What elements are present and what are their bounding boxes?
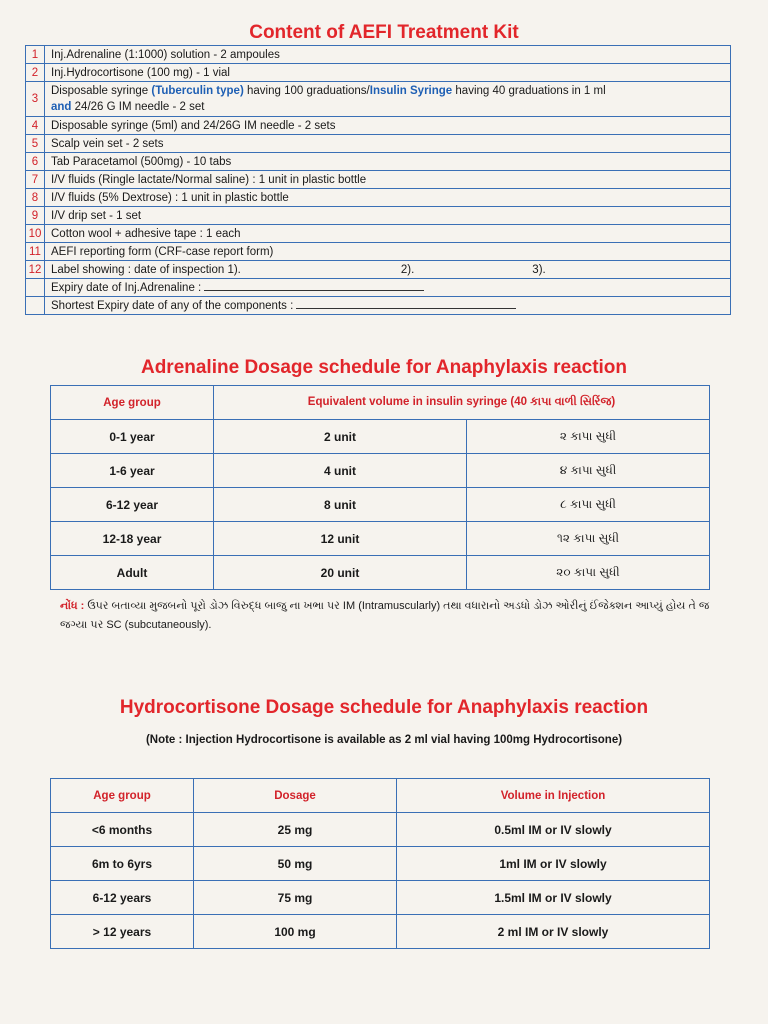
kit-row-text: Scalp vein set - 2 sets bbox=[45, 135, 731, 153]
volume-cell: 1.5ml IM or IV slowly bbox=[397, 881, 710, 915]
unit-cell: 4 unit bbox=[214, 454, 467, 488]
gujarati-cell: ૨ કાપા સુધી bbox=[467, 420, 710, 454]
inspection-date-3-label: 3). bbox=[532, 263, 546, 276]
kit-row bbox=[26, 46, 731, 64]
hydrocortisone-header-row bbox=[51, 779, 710, 813]
kit-row-text: Cotton wool + adhesive tape : 1 each bbox=[45, 225, 731, 243]
kit-row-text: AEFI reporting form (CRF-case report form) bbox=[45, 243, 731, 261]
kit-row-number: 4 bbox=[26, 117, 45, 135]
kit-row-text: Disposable syringe (5ml) and 24/26G IM needle - 2 sets bbox=[45, 117, 731, 135]
kit-row-number: 11 bbox=[26, 243, 45, 261]
kit-row-number-empty bbox=[26, 297, 45, 315]
tuberculin-type-highlight: (Tuberculin type) bbox=[151, 85, 244, 97]
kit-title: Content of AEFI Treatment Kit bbox=[249, 22, 519, 43]
insulin-syringe-highlight: Insulin Syringe bbox=[369, 85, 453, 97]
expiry-adrenaline-label: Expiry date of Inj.Adrenaline : bbox=[51, 281, 202, 294]
kit-row-text: I/V drip set - 1 set bbox=[45, 207, 731, 225]
adrenaline-col-volume: Equivalent volume in insulin syringe (40 કાપા વાળી સિરિંજ) bbox=[214, 386, 710, 420]
kit-row-text: Inj.Hydrocortisone (100 mg) - 1 vial bbox=[45, 64, 731, 82]
kit-row-number: 7 bbox=[26, 171, 45, 189]
kit-row bbox=[26, 64, 731, 82]
table-row bbox=[51, 488, 710, 522]
kit-row-text bbox=[45, 261, 731, 279]
age-cell: Adult bbox=[51, 556, 214, 590]
hydrocortisone-col-dosage: Dosage bbox=[194, 779, 397, 813]
unit-cell: 12 unit bbox=[214, 522, 467, 556]
age-cell: 12-18 year bbox=[51, 522, 214, 556]
table-row bbox=[51, 915, 710, 949]
age-cell: <6 months bbox=[51, 813, 194, 847]
age-cell: 1-6 year bbox=[51, 454, 214, 488]
hydrocortisone-note: (Note : Injection Hydrocortisone is available as 2 ml vial having 100mg Hydrocortisone) bbox=[145, 734, 623, 746]
kit-row-number: 3 bbox=[26, 82, 45, 117]
kit-row bbox=[26, 135, 731, 153]
gujarati-cell: ૪ કાપા સુધી bbox=[467, 454, 710, 488]
adrenaline-table bbox=[50, 385, 710, 590]
kit-row-number: 6 bbox=[26, 153, 45, 171]
kit-row-number: 1 bbox=[26, 46, 45, 64]
inspection-date-1-label: Label showing : date of inspection 1). bbox=[51, 263, 241, 276]
note-label: નોંધ : bbox=[60, 600, 85, 612]
kit-row-number: 8 bbox=[26, 189, 45, 207]
table-row bbox=[51, 556, 710, 590]
kit-text-part: Disposable syringe bbox=[51, 85, 152, 97]
kit-row bbox=[26, 171, 731, 189]
dose-cell: 75 mg bbox=[194, 881, 397, 915]
gujarati-cell: ૧૨ કાપા સુધી bbox=[467, 522, 710, 556]
kit-row-text: Inj.Adrenaline (1:1000) solution - 2 ampoules bbox=[45, 46, 731, 64]
adrenaline-note bbox=[60, 597, 720, 635]
kit-row bbox=[26, 243, 731, 261]
inspection-date-2-label: 2). bbox=[400, 263, 415, 276]
volume-cell: 2 ml IM or IV slowly bbox=[397, 915, 710, 949]
note-text: ઉપર બતાવ્યા મુજબનો પૂરો ડોઝ વિરુદ્ધ બાજુ ના ખભા પર IM (Intramuscularly) તથા વધારાનો અડધો ડોઝ ઓરીનું ઈંજેક્શન આપ્યું હોય તે જ જગ્યા પર SC (subcutaneously). bbox=[60, 600, 710, 631]
kit-row bbox=[26, 153, 731, 171]
dose-cell: 100 mg bbox=[194, 915, 397, 949]
kit-row-number: 12 bbox=[26, 261, 45, 279]
kit-row-text: I/V fluids (5% Dextrose) : 1 unit in plastic bottle bbox=[45, 189, 731, 207]
table-row bbox=[51, 522, 710, 556]
unit-cell: 2 unit bbox=[214, 420, 467, 454]
kit-row-number-empty bbox=[26, 279, 45, 297]
expiry-components-label: Shortest Expiry date of any of the components : bbox=[51, 299, 294, 312]
expiry-adrenaline-row bbox=[45, 279, 731, 297]
table-row bbox=[51, 847, 710, 881]
kit-row-text: I/V fluids (Ringle lactate/Normal saline) : 1 unit in plastic bottle bbox=[45, 171, 731, 189]
age-cell: 6m to 6yrs bbox=[51, 847, 194, 881]
volume-cell: 0.5ml IM or IV slowly bbox=[397, 813, 710, 847]
dose-cell: 50 mg bbox=[194, 847, 397, 881]
age-cell: 0-1 year bbox=[51, 420, 214, 454]
unit-cell: 8 unit bbox=[214, 488, 467, 522]
gujarati-cell: ૮ કાપા સુધી bbox=[467, 488, 710, 522]
hydrocortisone-table bbox=[50, 778, 710, 949]
kit-row-number: 5 bbox=[26, 135, 45, 153]
volume-cell: 1ml IM or IV slowly bbox=[397, 847, 710, 881]
age-cell: > 12 years bbox=[51, 915, 194, 949]
hydrocortisone-title: Hydrocortisone Dosage schedule for Anaphylaxis reaction bbox=[119, 697, 649, 718]
kit-row bbox=[26, 82, 731, 117]
age-cell: 6-12 year bbox=[51, 488, 214, 522]
expiry-adrenaline-blank bbox=[204, 280, 424, 291]
kit-row-number: 10 bbox=[26, 225, 45, 243]
expiry-components-blank bbox=[296, 298, 516, 309]
kit-row bbox=[26, 207, 731, 225]
adrenaline-title: Adrenaline Dosage schedule for Anaphylaxis reaction bbox=[140, 357, 628, 378]
kit-text-part: having 40 graduations in 1 ml bbox=[452, 85, 606, 97]
kit-row-expiry bbox=[26, 279, 731, 297]
kit-row bbox=[26, 117, 731, 135]
kit-row bbox=[26, 261, 731, 279]
adrenaline-header-row bbox=[51, 386, 710, 420]
and-highlight: and bbox=[51, 101, 72, 113]
kit-row bbox=[26, 225, 731, 243]
kit-row-expiry bbox=[26, 297, 731, 315]
hydrocortisone-col-volume: Volume in Injection bbox=[397, 779, 710, 813]
unit-cell: 20 unit bbox=[214, 556, 467, 590]
kit-row-text bbox=[45, 82, 731, 117]
kit-row-text: Tab Paracetamol (500mg) - 10 tabs bbox=[45, 153, 731, 171]
kit-row-number: 9 bbox=[26, 207, 45, 225]
expiry-components-row bbox=[45, 297, 731, 315]
kit-table bbox=[25, 45, 731, 315]
age-cell: 6-12 years bbox=[51, 881, 194, 915]
table-row bbox=[51, 813, 710, 847]
kit-row bbox=[26, 189, 731, 207]
table-row bbox=[51, 420, 710, 454]
kit-text-part: having 100 graduations/ bbox=[243, 85, 370, 97]
adrenaline-col-age: Age group bbox=[51, 386, 214, 420]
gujarati-cell: ૨૦ કાપા સુધી bbox=[467, 556, 710, 590]
table-row bbox=[51, 881, 710, 915]
hydrocortisone-col-age: Age group bbox=[51, 779, 194, 813]
kit-text-part: 24/26 G IM needle - 2 set bbox=[71, 101, 205, 113]
kit-row-number: 2 bbox=[26, 64, 45, 82]
table-row bbox=[51, 454, 710, 488]
dose-cell: 25 mg bbox=[194, 813, 397, 847]
